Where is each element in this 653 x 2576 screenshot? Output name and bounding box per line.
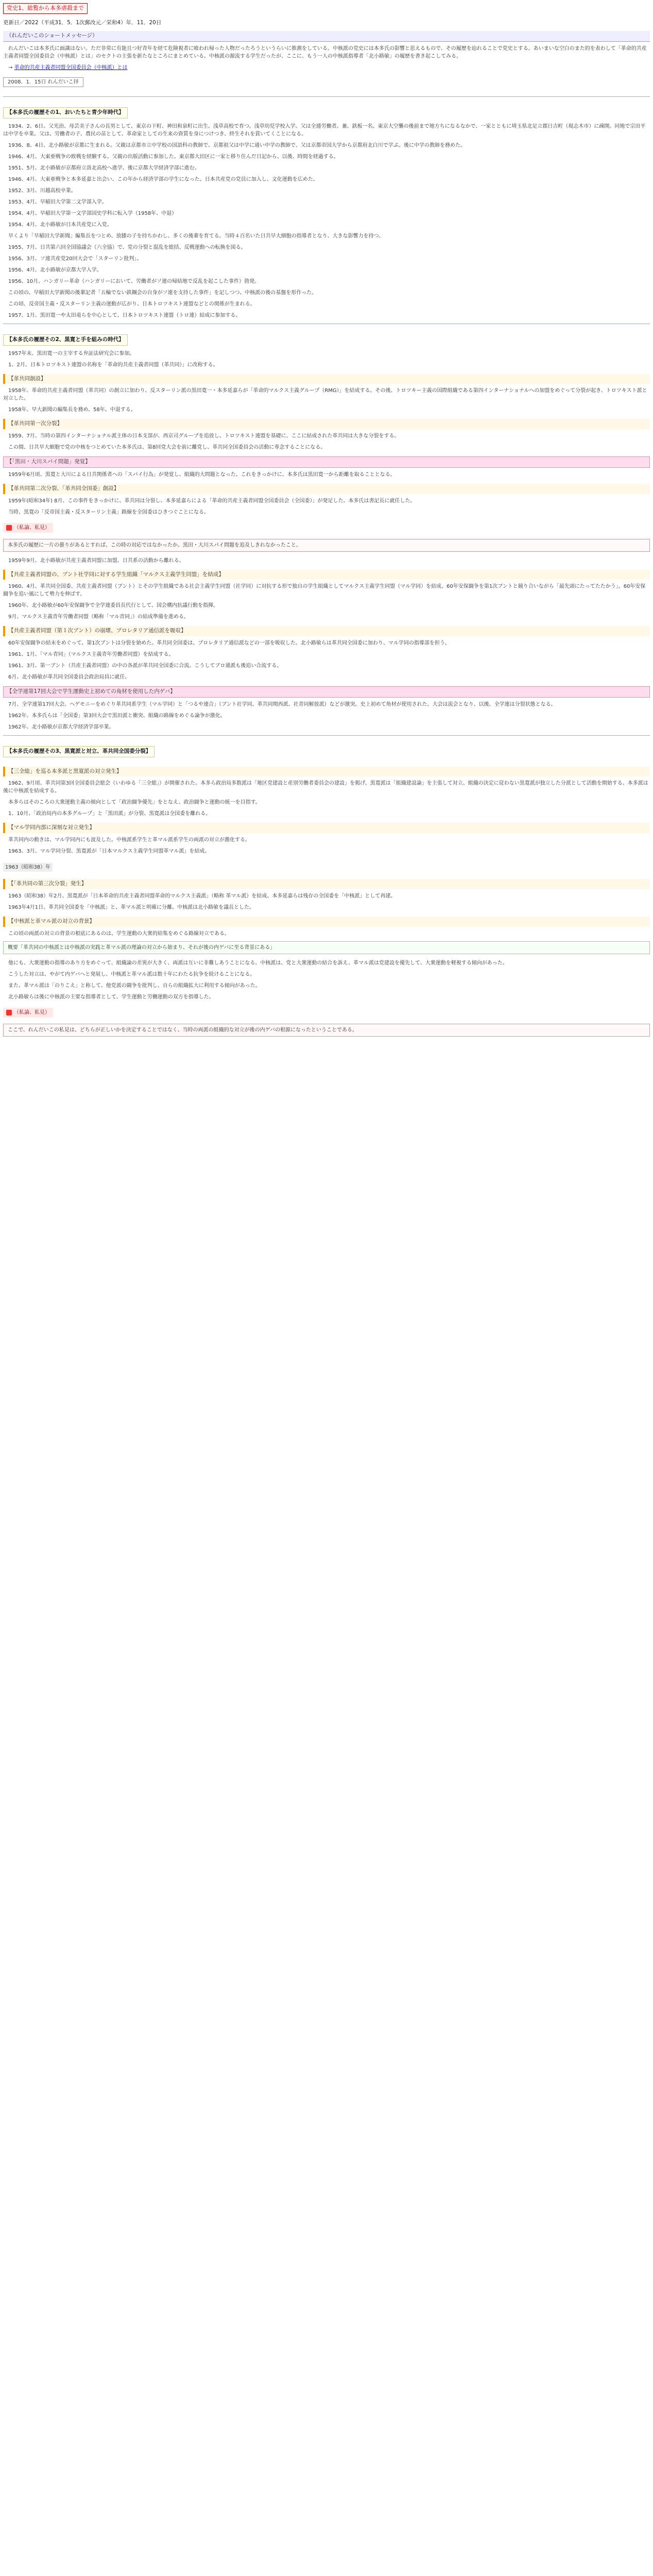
section-3-body bbox=[3, 779, 650, 818]
paragraph: 1936、8、4日、北小路敏が京都に生まれる。父親は京都市立中学校の国語科の教師で、京都祖父は中学に通い中学の教師で、父は京都帝国大学から京都府北白川で学ぶ。後に中学の教師を務めた。 bbox=[8, 142, 466, 148]
paragraph: 早くより「早稲田大学新聞」編集長をつとめ、放膝の子を持ちかわし、多くの後輩を育てる。当時４百名いた日共早大細胞の指導者となり、大きな影響力を持つ。 bbox=[8, 233, 384, 239]
paragraph: 1957、1月、黒田寛一や太田竜らを中心として、日本トロツキスト連盟（トロ連）結成に参加する。 bbox=[8, 312, 241, 318]
section-title-2: 【本多氏の履歴その2、黒寛と手を組みの時代】 bbox=[3, 334, 128, 346]
chukaku-link[interactable]: 革命的共産主義者同盟全国委員会（中核派）とは bbox=[14, 65, 128, 71]
opinion-box-2: ここで、れんだいこの私見は、どちらが正しいかを決定することではなく、当時の両派の組織的な対立が後の内ゲバの根源になったということである。 bbox=[3, 1024, 650, 1037]
subsection-marugakudo-conflict: 【マル学同内部に深刻な対立発生】 bbox=[3, 823, 650, 833]
paragraph: 1954、4月、北小路敏が日本共産党に入党。 bbox=[8, 222, 112, 228]
paragraph: 1961、1月、「マル青同」（マルクス主義青年労働者同盟）を結成する。 bbox=[8, 652, 174, 657]
paragraph: 6月、北小路敏が革共同全国委員会政治局員に就任。 bbox=[8, 674, 130, 680]
message-heading: （れんだいこのショートメッセージ） bbox=[3, 31, 650, 42]
paragraph: 1959年(昭和34年) 8月、この事件をきっかけに、革共同は分裂し、本多延嘉らによる「革命的共産主義者同盟全国委員会（全国委）」が発足した。本多氏は書記長に就任した。 bbox=[8, 498, 416, 504]
private-opinion-1 bbox=[3, 523, 53, 533]
year-heading: 1963（昭和38）年 bbox=[3, 863, 53, 872]
paragraph: 1、10月、「政治局内の本多グループ」と「黒田派」が分裂、黒寛派は全国委を離れる。 bbox=[8, 811, 211, 817]
paragraph: 7月、全学連第17回大会。ヘゲモニーをめぐり革共同系学生（マル学同）と「つるや連合」（ブント社学同、革共同関西派、社青同解放派）などが激突。史上初めて角材が使用された。大会は流会となり、以後、全学連は分裂状態となる。 bbox=[8, 701, 556, 707]
face-icon bbox=[6, 525, 12, 531]
opinion-box-1: 本多氏の履歴に一片の曇りがあるとすれば、この時の対応ではなかったか。黒田・大川スパイ問題を追及しきれなかったこと。 bbox=[3, 539, 650, 552]
paragraph: 北小路敏らは後に中核派の主要な指導者として、学生運動と労働運動の双方を指導した。 bbox=[8, 994, 214, 1000]
message-paragraph: れんだいこは本多氏に面識はない。ただ非常に有能且つ好青年を経て危険視者に喰われ帰った人物だったろうというらいに推測をしている。中核派の党史には本多氏の影響と思えるもので、その履歴を辿れることで党史とする。あいまいな空白のまた的を表わして「革命的共産主義者同盟全国委員会（中核派）とは」のセクトの主張を新たなところにまとめている。中核派の源流する学生だったが、ここに、もう一人の中核派指導者「北小路敏」の履歴を書き起こしてみる。 bbox=[3, 46, 647, 59]
paragraph: 1946、4月、大東亜戦争の敗戦を経験する。父親の出版活動に参加した。東京都大田区に一家と移り住んだ日記から、以後、時間を経過する。 bbox=[8, 154, 339, 160]
paragraph: 1962、9月頃、革共同第3回全国委員会総会（いわゆる「三全総」）が開催された。本多ら政治局多数派は「地区党建設と産別労働者委員会の建設」を掲げ、黒寛派は「組織建設論」を主張して対立、組織の決定に従わない黒寛派が独立した分派として活動を開始する。本多派は後に中核派を結成する。 bbox=[3, 781, 648, 794]
paragraph: 1962年、北小路敏が京都大学経済学部卒業。 bbox=[8, 724, 114, 730]
paragraph: 1954、4月、早稲田大学第一文学部国史学科に転入学（1958年、中退） bbox=[8, 210, 177, 216]
subsection-1-body bbox=[3, 387, 650, 414]
section-2-body bbox=[3, 350, 650, 369]
subsection-bund-collapse: 【共産主義者同盟（第１次ブント）の崩壊、プロレタリア通信派を吸収】 bbox=[3, 626, 650, 636]
face-icon bbox=[6, 1010, 12, 1015]
paragraph: 本多らはそのころの大衆運動主義の傾向として「政治闘争優先」をとなえ、政治闘争と運動の統一を目指す。 bbox=[8, 800, 261, 806]
subsection-4-body bbox=[3, 497, 650, 516]
paragraph: 1956、4月、北小路敏が京都大学入学。 bbox=[8, 267, 102, 273]
paragraph: 1952、3月、川越高校卒業。 bbox=[8, 188, 76, 194]
section-2-tail bbox=[3, 712, 650, 731]
paragraph: 1、2月、日本トロツキスト連盟の名称を「革命的共産主義者同盟（革共同）」に改称する。 bbox=[8, 362, 218, 368]
subsection-spy-issue: 【「黒田・大川スパイ問題」発覚】 bbox=[3, 456, 650, 468]
divider bbox=[3, 96, 650, 97]
message-link-row: → 革命的共産主義者同盟全国委員会（中核派）とは bbox=[8, 65, 128, 71]
page bbox=[0, 0, 653, 1044]
paragraph: 1960年、北小路敏が60年安保闘争で全学連委員長代行として、国会構内抗議行動を指揮。 bbox=[8, 603, 218, 609]
subsection-second-split: 【革共同第二次分裂、「革共同全国委」創設】 bbox=[3, 484, 650, 494]
note-label: （私論、私見） bbox=[14, 524, 50, 531]
paragraph: 1963、3月、マル学同分裂、黒寛派が「日本マルクス主義学生同盟革マル派」を結成。 bbox=[8, 849, 210, 854]
paragraph: 1951、5月、北小路敏が京都府立洛北高校へ進学、後に京都大学経済学部に進む。 bbox=[8, 165, 200, 171]
paragraph: 60年安保闘争の結末をめぐって、第1次ブントは分裂を始めた。革共同全国委は、プロレタリア通信派などの一部を吸収した。北小路敏らは革共同全国委に加わり、マル学同の指導部を担う。 bbox=[8, 640, 450, 646]
signature: 2008．1．15日 れんだいこ拝 bbox=[3, 77, 83, 87]
paragraph: 1957年末、黒田寛一の主宰する弁証法研究会に参加。 bbox=[8, 350, 135, 357]
section-1-body bbox=[3, 123, 650, 319]
paragraph: 1956、3月、ソ連共産党20回大会で「スターリン批判」。 bbox=[8, 256, 142, 262]
subsection-7-body bbox=[3, 701, 650, 708]
background-body bbox=[3, 959, 650, 1001]
subsection-third-split: 【「革共同の第三次分裂」発生】 bbox=[3, 879, 650, 889]
subsection-sanzenso: 【三全総」を巡る本多派と黒寛派の対立発生】 bbox=[3, 767, 650, 777]
paragraph: 1960、4月、革共同全国委、共産主義者同盟（ブント）とその学生組織である社会主義学生同盟（社学同）に対抗する形で独自の学生組織としてマルクス主義学生同盟（マル学同）を結成、60年安保闘争を第1次ブントと競り合いながら「最先頭にたってたたかう」。60年安保闘争を追い風にして勢力を伸ばす。 bbox=[3, 584, 646, 598]
paragraph: 1963（昭和38）年2月、黒寛派が「日本革命的共産主義者同盟革命的マルクス主義派」（略称 革マル派）を結成。本多延嘉らは残存の全国委を「中核派」として再建。 bbox=[8, 893, 396, 899]
subsection-5-body bbox=[3, 583, 650, 621]
section-title-1: 【本多氏の履歴その1、おいたちと青少年時代】 bbox=[3, 107, 128, 118]
paragraph: 1959年9月、北小路敏が共産主義者同盟に加盟、日共系の活動から離れる。 bbox=[8, 557, 184, 564]
subsection-zengakuren-17: 【全学連第17回大会で学生運動史上初めての角材を使用した内ゲバ】 bbox=[3, 686, 650, 698]
section-2-more bbox=[3, 557, 650, 565]
paragraph: こうした対立は、やがて内ゲバへと発展し、中核派と革マル派は数十年にわたる抗争を続けることになる。 bbox=[8, 971, 255, 977]
subsection-first-split: 【革共同第一次分裂】 bbox=[3, 419, 650, 429]
section-4-body bbox=[3, 892, 650, 911]
paragraph: 1963年4月1日、革共同全国委を「中核派」と、革マル派と明確に分離。中核派は北小路敏を議長とした。 bbox=[8, 904, 255, 910]
section-3-sub2-body bbox=[3, 836, 650, 855]
paragraph: この頃、反帝国主義・反スターリン主義の運動が広がり、日本トロツキスト連盟などとの関係が生まれる。 bbox=[8, 301, 255, 307]
private-opinion-2 bbox=[3, 1008, 53, 1018]
subsection-3-body bbox=[3, 471, 650, 479]
paragraph: 1959、7月、当時の第四インターナショナル派主体の日本支部が、西京司グループを追放し、トロツキスト連盟を基礎に、ここに結成された革共同は大きな分裂をする。 bbox=[8, 433, 400, 439]
updated-date: 更新日／2022（平成31．5．1次郵改元／栄和4）年．11．20日 bbox=[3, 19, 162, 26]
paragraph: 1962年、本多氏らは「全国委」第3回大会で黒田派と衝突、組織の路線をめぐる論争が激化。 bbox=[8, 713, 226, 719]
quote-box: 概要「革共同の中核派とは中核派の実践と革マル派の理論の対立から始まり、それが後の内ゲバに至る背景にある」 bbox=[3, 941, 650, 954]
paragraph: 当時、黒寛の「反帝国主義・反スターリン主義」路線を全国委はひきつぐことになる。 bbox=[8, 509, 209, 515]
paragraph: 1946、4月、大東亜戦争と本多延嘉と出会い、この年から経済学部の学生になった。日本共産党の党員に加入し、文化運動を広めた。 bbox=[8, 176, 318, 182]
subsection-2-body bbox=[3, 432, 650, 451]
subsection-marugakudo: 【共産主義者同盟の、ブント社学同に対する学生組織「マルクス主義学生同盟」を結成】 bbox=[3, 570, 650, 580]
paragraph: 1953、4月、早稲田大学第二文学部入学。 bbox=[8, 199, 107, 205]
paragraph: 1958年、革命的共産主義者同盟（革共同）の創立に加わり、反スターリン派の黒田寛一・本多延嘉らが「革命的マルクス主義グループ（RMG）」を結成する。その後、トロツキー主義の国際組織である第四インターナショナルへの加盟をめぐって分裂が起き、トロツキスト派と対立した。 bbox=[3, 388, 647, 402]
paragraph: 1961、3月、第一ブント（共産主義者同盟）の中の各派が革共同全国委に合流。こうしてブロ通派も後追い合流する。 bbox=[8, 663, 282, 669]
divider bbox=[3, 735, 650, 736]
paragraph: この間、日共早大細胞で党の中核をつとめていた本多氏は、第8回党大会を前に離党し、革共同全国委員会の活動に専念することになる。 bbox=[8, 445, 326, 450]
paragraph: 他にも、大衆運動の指導のあり方をめぐって、組織論の差異が大きく、両派は互いに非難しあうことになる。中核派は、党と大衆運動の結合を訴え、革マル派は党建設を優先して、大衆運動を軽視する傾向があった。 bbox=[8, 960, 508, 966]
page-title: 党史1、総覧から本多虐殺まで bbox=[3, 3, 88, 14]
subsection-6-body bbox=[3, 639, 650, 681]
paragraph: また、革マル派は「のりこえ」と称して、他党派の闘争を批判し、自らの組織拡大に利用する傾向があった。 bbox=[8, 982, 261, 989]
subsection-kakukyodo-founding: 【革共同創設】 bbox=[3, 374, 650, 384]
note-label: （私論、私見） bbox=[14, 1009, 50, 1015]
paragraph: 1956、10月、ハンガリー革命（ハンガリーにおいて、労働者がソ連の帰結地で反乱を起こした事件）勃発。 bbox=[8, 278, 260, 284]
paragraph: 1959年6月頃、黒寛と大川による日共関係者への「スパイ行為」が発覚し、組織的大問題となった。これをきっかけに、本多氏は黒田寛一から距離を取ることとなる。 bbox=[8, 471, 396, 478]
paragraph: 1958年、早大新聞の編集長を務め、58年、中退する。 bbox=[8, 407, 136, 413]
section-title-3: 【本多氏の履歴その3、黒寛派と対立、革共同全国委分裂】 bbox=[3, 746, 154, 757]
paragraph: この頃の、早稲田大学新聞の後輩記者「五輪でない鉄鋼会の自身がソ連を支持した事件」を記しつつ、中核派の後の基盤を形作った。 bbox=[8, 290, 317, 296]
paragraph: 1955、7月、日共第六回全国協議会（六全協）で、党の分裂と混乱を総括、反戦運動への転換を図る。 bbox=[8, 244, 246, 250]
subsection-background: 【中核派と革マル派の対立の背景】 bbox=[3, 917, 650, 927]
paragraph: 1934、2、6日、父光治、母芸美子さんの長男として、東京の下町、神田和泉町に出生。浅草高校で育つ。浅草幼児学校入学。父は全逓労働者。兼、鉄板一名。東京大空襲の後前まで地方ちになるなかで、一家とともに埼玉県北足立郡日吉町（現志木市）に疎開。同地で宗田平は中学を卒業。父は、労働者の子、農民の苗として、革命家としての生来の資質を身につけつき、終生それを貫いてくことになる。 bbox=[3, 123, 646, 137]
paragraph: 9月、マルクス主義青年労働者同盟（略称「マル青同」）の結成準備を進める。 bbox=[8, 614, 190, 620]
background-lead: この頃の両派の対立の背景の根底にあるのは、学生運動の大衆的結集をめぐる路線対立である。 bbox=[8, 930, 230, 937]
paragraph: 革共同内の動きは、マル学同内にも波及した。中核派系学生と革マル派系学生の両派の対立が激化する。 bbox=[8, 837, 250, 843]
